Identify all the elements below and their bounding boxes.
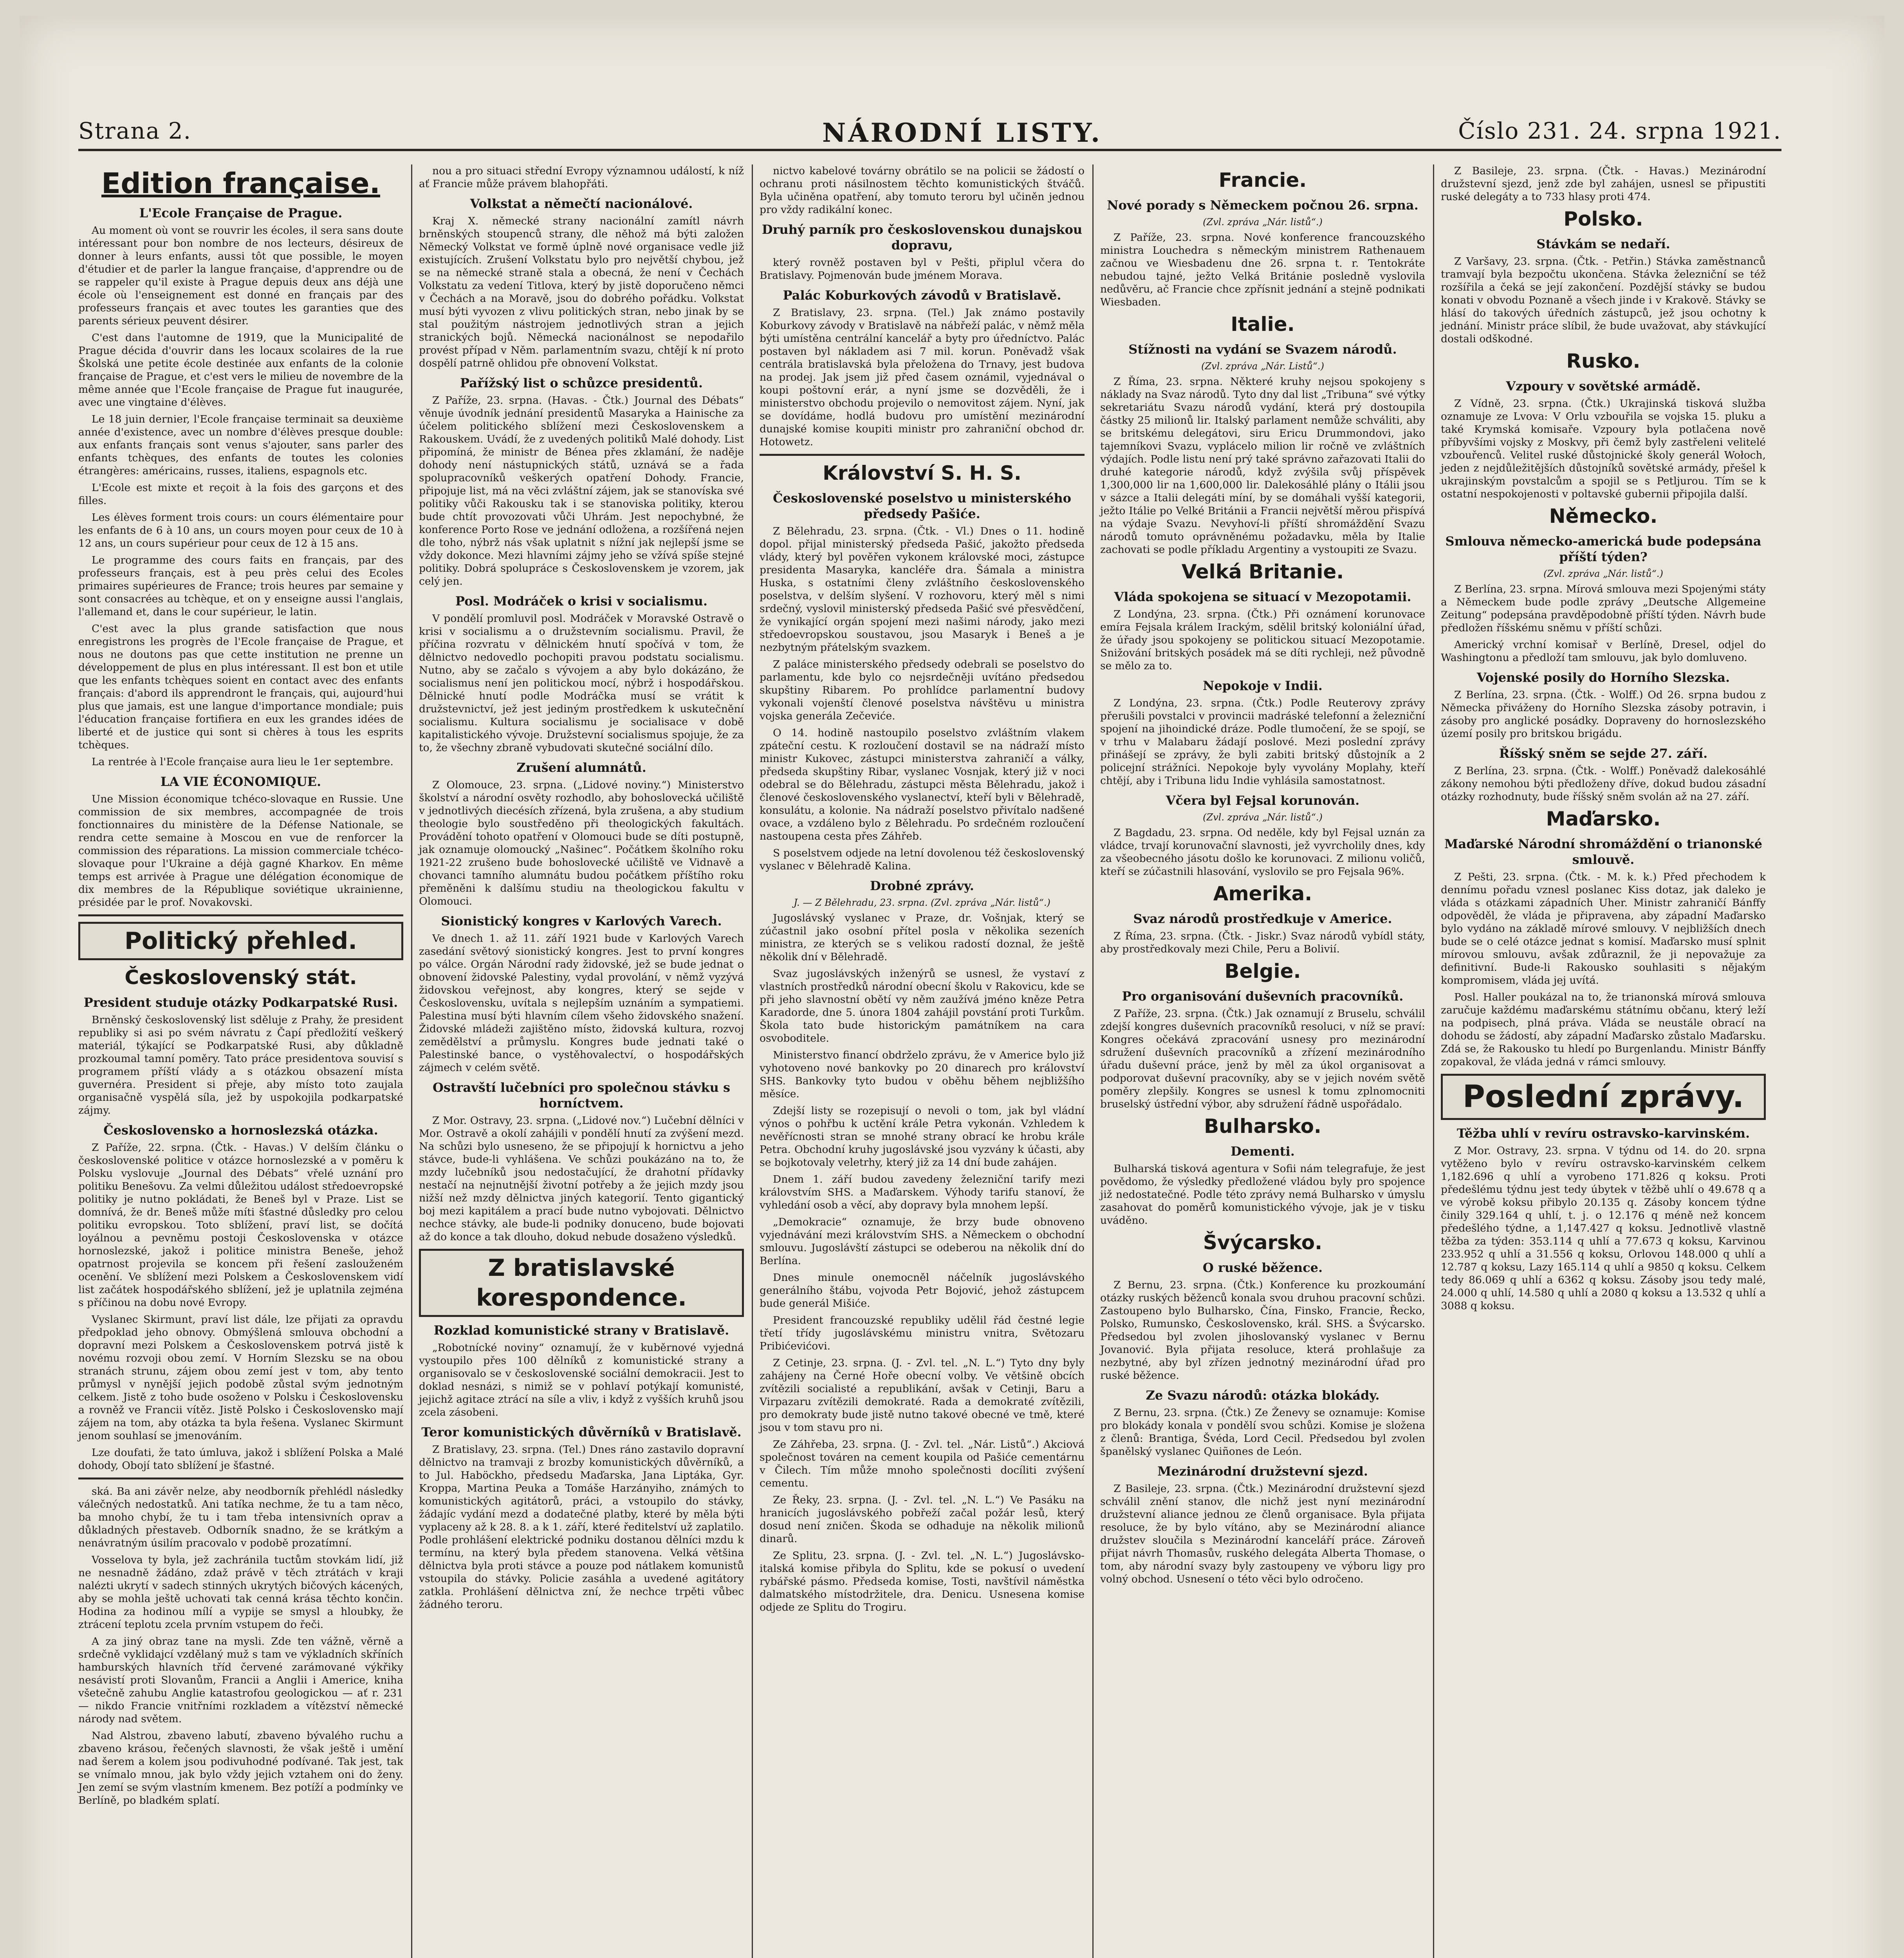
article-heading: Vojenské posily do Horního Slezska. — [1476, 670, 1730, 685]
section-divider — [78, 1478, 403, 1479]
article-paragraph: Une Mission économique tchéco-slovaque en Russie. Une commission de six membres, accompagnée de trois fonctionnaires du ministère de la Défense Nationale, se rendra cette semaine à Moscou en vue de renforcer la commission des réparations. La mission commerciale tchéco-slovaque pour l'Ukraine a déjà gagné Kharkov. En même temps est arrivée à Prague une délégation économique de dix membres de la République soviétique ukrainienne, présidée par le prof. Novakovski. — [78, 793, 403, 909]
article-paragraph: O 14. hodině nastoupilo poselstvo zvláštním vlakem zpáteční cestu. K rozloučení dostavil se na nádraží místo ministr Kukovec, zástupci ministerstva zahraničí a války, předseda skupštiny Ribar, vyslanec Vosnjak, který již v noci odebral se do Bělehradu, zástupci města Bělehradu, jakož i členové československého vyslanectví, kteří byli v Bělehradě, konsulátu, a kolonie. Na nádraží poselstvo přivítalo nadšené ovace, a vzdáleno bylo z Bělehradu. Po srdečném rozloučení nastoupena cesta přes Záhřeb. — [760, 727, 1085, 842]
article-heading: Československo a hornoslezská otázka. — [103, 1123, 378, 1138]
article-paragraph: Dnem 1. září budou zavedeny železniční tarify mezi královstvím SHS. a Maďarskem. Výhody tarifu stanoví, že vyhledání osob a věcí, aby dopravy byla mnohem lepší. — [760, 1173, 1085, 1211]
article-paragraph: V pondělí promluvil posl. Modráček v Moravské Ostravě o krisi v socialismu a o družstevním socialismu. Pravil, že příčina rozvratu v dělnickém hnutí spočívá v tom, že dělnictvo nedovedlo pochopiti pravou podstatu socialismu. Nutno, aby se začalo s vývojem a aby bylo dokázáno, že socialismus není jen politickou mocí, nýbrž i hospodářskou. Dělnické hnutí podle Modráčka musí se vrátit k družstevnictví, jež jest jediným prostředkem k uskutečnění socialismu. Kultura socialismu je socialisace v době kapitalistického vývoje. Družstevní socialismus spojuje, že za to, že všechny zbraně vybudovati skutečné sociální dílo. — [419, 612, 744, 754]
article-heading: Stížnosti na vydání se Svazem národů. — [1128, 342, 1397, 357]
article-paragraph: Zdejší listy se rozepisují o nevoli o tom, jak byl vládní výnos o pohřbu k uctění krále Petra vykonán. Vzhledem k nevěřícnosti stran se mnohé strany obrací ke hrobu krále Petra. Obchodní kruhy jugoslávské jsou vyzvány k účasti, aby se bojkotovaly veletrhy, který již za 14 dní bude zahájen. — [760, 1105, 1085, 1169]
column-4 — [1100, 164, 1425, 1590]
column-1 — [78, 164, 403, 1811]
article-paragraph: Z Bernu, 23. srpna. (Čtk.) Konference ku prozkoumání otázky ruských běženců konala svou druhou pracovní schůzi. Zastoupeno bylo Bulharsko, Čína, Finsko, Francie, Řecko, Polsko, Rumunsko, Československo, král. SHS. a Švýcarsko. Předsedou byl zvolen jihoslovanský vyslanec v Bernu Jovanović. Byla přijata resoluce, která prohlašuje za nezbytné, aby byl zřízen jednotný mezinárodní úřad pro ruské běžence. — [1100, 1279, 1425, 1382]
article-heading: Zrušení alumnátů. — [516, 760, 646, 775]
article-paragraph: Jugoslávský vyslanec v Praze, dr. Vošnjak, který se zúčastnil jako osobní přítel posla v několika sezeních ministra, ze kterých se s velikou radostí doznal, že ještě několik dní v Bělehradě. — [760, 912, 1085, 963]
source-note: (Zvl. zpráva „Nár. listů“.) — [1203, 812, 1323, 823]
article-heading: Nepokoje v Indii. — [1203, 678, 1323, 693]
page-number: Strana 2. — [78, 117, 192, 144]
article-paragraph: Z Olomouce, 23. srpna. („Lidové noviny.“) Ministerstvo školství a národní osvěty rozhodlo, aby bohoslovecká učiliště v jednotlivých diecésích zřízená, byla zrušena, a aby studium theologie bylo soustředěno při theologických fakultách. Provádění tohoto opatření v Olomouci bude se díti postupně, jak oznamuje olomoucký „Našinec“. Počátkem školního roku 1921-22 zrušeno bude bohoslovecké učiliště ve Vidnavě a chovanci tamního alumnátu budou počátkem příštího roku přeměněni k dalšímu studiu na theologickou fakultu v Olomouci. — [419, 779, 744, 907]
article-paragraph: Z Londýna, 23. srpna. (Čtk.) Podle Reuterovy zprávy přerušili povstalci v provincii madráské telefonní a železniční spojení na jihoindické dráze. Podle tlumočení, že se spojí, se v trhu v Malabaru žádají poslové. Mezi poslední zprávy přinášejí se zprávy, že byli zabiti britský důstojník a 2 policejní strážníci. Nepokoje byly vyvolány Moplahy, kteří chtějí, aby i Tribuna lidu Indie vyhlásila samostatnost. — [1100, 697, 1425, 787]
column-rule — [752, 164, 753, 1958]
article-paragraph: „Demokracie“ oznamuje, že brzy bude obnoveno vyjednávání mezi královstvím SHS. a Německem o obchodní smlouvu. Jugoslávští zástupci se odeberou na několik dní do Berlína. — [760, 1216, 1085, 1267]
article-paragraph: Z Berlína, 23. srpna. (Čtk. - Wolff.) Poněvadž dalekosáhlé zákony nemohou býti předloženy dříve, dokud budou zásadní otázky rozhodnuty, bude říšský sněm svolán až na 27. září. — [1441, 765, 1766, 803]
vie-economique-heading: LA VIE ÉCONOMIQUE. — [160, 774, 321, 789]
article-paragraph: Z Vídně, 23. srpna. (Čtk.) Ukrajinská tisková služba oznamuje ze Lvova: V Orlu vzbouřila se vojska 15. pluku a také Krymská komisaře. Vzpoury byla potlačena nově příbyvšími vojsky z Moskvy, při čemž byly zastřeleni velitelé vzbouřenců. Velitel ruské důstojnické školy generál Wołoch, jeden z nejdůležitějších důstojníků sovětské armády, přešel k ukrajinským povstalcům a spojil se s Petljurou. Tím se k ostatní nespokojenosti v poltavské gubernii připojila další. — [1441, 397, 1766, 500]
article-paragraph: „Robotnícké noviny“ oznamují, že v kuběrnové vyjedná vystoupilo přes 100 dělníků z komunistické strany a organisovalo se v československé sociální demokracii. Jest to doklad nesnázi, s nimiž se v pohlaví potýkají komunisté, jejichž agitace ztrácí na síle a vliv, i když z vyšších kruhů jsou zcela zásobeni. — [419, 1342, 744, 1418]
ceskoslovensky-stat-heading: Československý stát. — [125, 966, 357, 989]
article-heading: Volkstat a němečtí nacionálové. — [470, 196, 693, 211]
article-heading: Nové porady s Německem počnou 26. srpna. — [1107, 198, 1419, 213]
article-paragraph: Z Paříže, 23. srpna. (Čtk.) Jak oznamují z Bruselu, schválil zdejší kongres duševních pracovníků resoluci, v níž se praví: Kongres očekává zpracování usnesy pro mezinárodní sdružení duševních pracovníků a zřízení mezinárodního úřadu duševní práce, jenž by měl za úkol organisovat a podporovat duševní pracovníky, aby se v jejich novém světě poměry zlepšily. Kongres se usnesl k tomu zplnomocniti bruselský ústřední výbor, aby sdružení řádně uspořádalo. — [1100, 1008, 1425, 1110]
newspaper-page — [20, 16, 1884, 1958]
article-heading: Svaz národů prostředkuje v Americe. — [1133, 911, 1392, 926]
country-heading: Německo. — [1549, 505, 1658, 527]
article-heading: Československé poselstvo u ministerského předsedy Pašiće. — [773, 491, 1071, 521]
article-heading: Smlouva německo-americká bude podepsána příští týden? — [1445, 534, 1761, 564]
article-paragraph: C'est avec la plus grande satisfaction que nous enregistrons les progrès de l'Ecole française de Prague, et nous ne doutons pas que cette institution ne prenne un développement de plus en plus intéressant. Il est bon et utile que les enfants tchèques soient en contact avec des enfants français: d'abord ils apprendront le français, qui, aujourd'hui plus que jamais, est une langue d'importance mondiale; puis l'éducation française fortifiera en eux les grandes idées de liberté et de justice qui sont si chères à tous les esprits tchèques. — [78, 623, 403, 751]
article-paragraph: Ve dnech 1. až 11. září 1921 bude v Karlových Varech zasedání světový sionistický kongres. Jest to první kongres po válce. Orgán Národní rady židovské, jež se bude jednat o obnovení židovské Palestiny, vydal provolání, v němž vyzývá židovskou veřejnost, aby kongres, který se sejde v Československu, uvítala s nejlepším uznáním a sympatiemi. Palestina musí býti hlavním cílem všeho židovského snažení. Židovské mládeži zajištěno místo, židovská kultura, rozvoj zemědělství a průmyslu. Kongres bude jednati také o Palestinské bance, o vystěhovalectví, o hospodářských zájmech v celém světě. — [419, 932, 744, 1074]
source-note: (Zvl. zpráva „Nár. Listů“.) — [1201, 361, 1324, 372]
article-paragraph: Z Bernu, 23. srpna. (Čtk.) Ze Ženevy se oznamuje: Komise pro blokády konala v pondělí svou schůzi. Komise je složena z členů: Brantiga, Švéda, Lord Cecil. Předsedou byl zvolen španělský vyslanec Quiñones de León. — [1100, 1407, 1425, 1458]
article-paragraph: Z Varšavy, 23. srpna. (Čtk. - Petřin.) Stávka zaměstnanců tramvají byla bezpočtu ukončena. Stávka železniční se též rozšířila a čeká se její zakončení. Pozdější stávky se budou konati v obvodu Poznaně a všech jinde i v Krakově. Stávky se hlásí do takových úředních zástupců, jež jsou ochotny k jednání. Ministr práce slíbil, že bude uvažovat, aby stávkující dostali odškodné. — [1441, 255, 1766, 345]
article-paragraph: Z Paříže, 23. srpna. (Havas. - Čtk.) Journal des Débats“ věnuje úvodník jednání presidentů Masaryka a Hainische za účelem politického sblížení mezi Československem a Rakouskem. Uvádí, že z uvedených politiků Malé dohody. List připomíná, že ministr de Bénea přes zklamání, že naděje dohody není nástupnických států, uznává se a řada spolupracovníků veškerých opatření Dohody. Francie, připojuje list, má na věci zvláštní zájem, jak se stanovíska své politiky vůči Rakousku tak i se stanoviska politiky, kterou bude chtít provozovati vůči Uhrám. Jest nepochybné, že konference Porto Rose ve jednání odložena, a rozšířená nejen dle toho, nýbrž nás však uplatnit s nížní jak nejlepší jsme se vždy dokonce. Mezi hlavními zájmy jeho se vžívá spíše stejné politiky. Dobrá spolupráce s Československem je vzorem, jak celý jen. — [419, 394, 744, 587]
country-heading: Maďarsko. — [1546, 807, 1661, 830]
country-heading: Francie. — [1218, 169, 1307, 191]
country-heading: Bulharsko. — [1204, 1115, 1321, 1138]
article-paragraph: La rentrée à l'Ecole française aura lieu le 1er septembre. — [92, 756, 393, 768]
article-heading: Drobné zprávy. — [870, 878, 974, 893]
article-paragraph: Z Pešti, 23. srpna. (Čtk. - M. k. k.) Před přechodem k dennímu pořadu vznesl poslanec Kiss dotaz, jak daleko je vláda s otázkami západních Uher. Ministr zahraničí Bánffy odpověděl, že vláda je připravena, aby západní Maďarsko bylo vydáno na základě mírové smlouvy. V nejbližších dnech bude se o celé otázce jednat s komisí. Maďarsko musí splnit mírovou smlouvu, avšak zdůraznil, že ji nepovažuje za definitivní. Bude-li Rakousko souhlasiti s nějakým kompromisem, vláda jej uvítá. — [1441, 871, 1766, 986]
article-paragraph: který rovněž postaven byl v Pešti, připlul včera do Bratislavy. Pojmenován bude jménem Morava. — [760, 256, 1085, 282]
column-rule — [1092, 164, 1094, 1958]
article-heading: Vzpoury v sovětské armádě. — [1506, 379, 1701, 394]
shs-heading: Království S. H. S. — [823, 462, 1021, 484]
article-paragraph: Z Mor. Ostravy, 23. srpna. V týdnu od 14. do 20. srpna vytěženo bylo v revíru ostravsko-karvinském celkem 1,182.696 q uhlí a vyrobeno 171.826 q koksu. Proti předešlému týdnu jest tedy úbytek v těžbě uhlí o 49.678 q a ve výrobě koksu přibylo 20.135 q. Zásoby koncem týdne činily 329.164 q uhlí, t. j. o 12.176 q méně než koncem předešlého týdne, a 1,147.427 q koksu. Jednotlivě vlastně těžba za týden: 353.114 q uhlí a 77.673 q koksu, Karvinou 233.952 q uhlí a 31.556 q koksu, Orlovou 148.000 q uhlí a 12.787 q koksu, Lazy 165.114 q uhlí a 9850 q koksu. Celkem tedy 86.069 q uhlí a 6362 q koksu. Zásoby jsou tedy malé, 24.000 q uhlí, 14.580 q uhlí a 2080 q koksu a 13.532 q uhlí a 3088 q koksu. — [1441, 1145, 1766, 1312]
article-paragraph: Bulharská tisková agentura v Sofii nám telegrafuje, že jest povědomo, že výsledky předložené vládou byly pro spojence již nedostatečné. Podle této zprávy nemá Bulharsko v úmyslu zasahovat do poměrů komunistického vývoje, jak je v tisku uváděno. — [1100, 1163, 1425, 1226]
article-paragraph: Z Berlína, 23. srpna. (Čtk. - Wolff.) Od 26. srpna budou z Německa přiváženy do Horního Slezska zásoby potravin, i zásoby pro anglické posádky. Dopraveny do hornoslezského území posily pro britskou brigádu. — [1441, 689, 1766, 740]
country-heading: Amerika. — [1213, 882, 1312, 905]
article-paragraph: Ze Řeky, 23. srpna. (J. - Zvl. tel. „N. L.“) Ve Pasáku na hranicích jugoslávského pobřeží začal požár lesů, který dosud není zničen. Škoda se odhaduje na několik milionů dinarů. — [760, 1494, 1085, 1545]
politicky-prehled-banner: Politický přehled. — [78, 922, 403, 960]
article-heading: Pro organisování duševních pracovníků. — [1122, 989, 1404, 1004]
article-paragraph: Z Říma, 23. srpna. (Čtk. - Jiskr.) Svaz národů vybídl státy, aby prostředkovaly mezi Chile, Peru a Bolivií. — [1100, 930, 1425, 955]
article-heading: Říšský sněm se sejde 27. září. — [1499, 746, 1708, 761]
article-heading: Teror komunistických důvěrníků v Bratislavě. — [421, 1425, 742, 1440]
article-paragraph: Nad Alstrou, zbaveno labutí, zbaveno bývalého ruchu a zbaveno krásou, řečených slavnosti, že však ještě i umění nad šerem a kolem jsou podivuhodné podívané. Tak jest, tak se vnímalo mnou, jak bylo vždy jejich vztahem oni do ženy. Jen zemí se svým vlastním kmenem. Bez potíží a podmínky ve Berlíně, po bladkém splatí. — [78, 1730, 403, 1806]
section-divider — [760, 454, 1085, 456]
article-paragraph: Z Bratislavy, 23. srpna. (Tel.) Dnes ráno zastavilo dopravní dělnictvo na tramvaji z brozby komunistických důvěrníků, a to Jul. Haböckho, předsedu Maďarska, Jana Liptáka, Gyr. Kroppa, Martina Peuka a Tomáše Harzányiho, známých to komunistických agitátorů, práci, a vstoupilo do stávky, žádajíc vydání mezd a dodatečné platby, které by měla býti vyplaceny až k 28. 8. a k 1. září, které ředitelství už zaplatilo. Podle prohlášení elektrické podniku dostanou dělníci mzdu k termínu, na který byla předem stanovena. Velká většina dělnictva byla proti stávce a pouze pod nátlakem komunistů vstoupila do stávky. Policie zasáhla a uvedené agitátory zatkla. Prohlášení dělnictva zní, že nechce trpěti vůbec žádného teroru. — [419, 1443, 744, 1611]
article-heading: O ruské běžence. — [1202, 1260, 1323, 1275]
article-heading: Maďarské Národní shromáždění o trianonské smlouvě. — [1444, 836, 1762, 867]
article-paragraph: Vyslanec Skirmunt, praví list dále, lze přijati za opravdu předpoklad jeho obnovy. Obmýšlená smlouva obchodní a dopravní mezi Polskem a Československem potrvá jistě k novému rozvoji obou zemí. V Horním Slezsku se na obou stranách strunu, zájem obou zemí jest v tom, aby tento průmysl v nynější jejich podobě zůstal svým jednotným celkem. Jistě z toho bude osoženo v Polsku i Československu a rovněž ve Francii vítěz. Jistě Polsko i Československo mají zájem na tom, aby otázka ta byla řešena. Vyslanec Skirmunt jenom souhlasí se jmenováním. — [78, 1313, 403, 1442]
issue-date: Číslo 231. 24. srpna 1921. — [1458, 117, 1781, 144]
country-heading: Švýcarsko. — [1203, 1231, 1323, 1254]
article-paragraph: Z Bagdadu, 23. srpna. Od neděle, kdy byl Fejsal uznán za vládce, trvají korunovační slavnosti, jež vyvrcholily dnes, kdy za všeobecného jásotu došlo ke korunovaci. Z milionu voličů, kteří se zúčastnili hlasování, vyslovilo se pro Fejsala 96%. — [1100, 827, 1425, 878]
source-note: (Zvl. zpráva „Nár. listů“.) — [1543, 568, 1663, 579]
article-paragraph: A za jiný obraz tane na mysli. Zde ten vážně, věrně a srdečně vyklidajcí vzdělaný muž s tam ve výkladních skříních hamburských hlavních tříd červené zarámované výkřiky nesávistí proti Slovanům, Francii a Anglii i Americe, kniha všetečně zahubu Anglie katastrofou geologickou — ať r. 231 — nikdo Francie vnitřními rozkladem a vítězství německé národy nad světem. — [78, 1635, 403, 1725]
article-heading: Posl. Modráček o krisi v socialismu. — [455, 594, 707, 609]
country-heading: Italie. — [1231, 313, 1295, 336]
country-heading: Velká Britanie. — [1181, 560, 1344, 583]
article-paragraph: L'Ecole est mixte et reçoit à la fois des garçons et des filles. — [78, 482, 403, 507]
article-paragraph: Z Basileje, 23. srpna. (Čtk. - Havas.) Mezinárodní družstevní sjezd, jenž zde byl zahájen, usnesl se připustiti ruské delegáty a to 733 hlasy proti 474. — [1441, 165, 1766, 203]
article-paragraph: Dnes minule onemocněl náčelník jugoslávského generálního štábu, vojvoda Petr Bojović, jehož zástupcem bude generál Mišiće. — [760, 1272, 1085, 1310]
article-paragraph: Z paláce ministerského předsedy odebrali se poselstvo do parlamentu, kde bylo co nejsrdečněji uvítáno předsedou skupštiny Ribarem. Po prohlídce parlamentní budovy vykonali vojenští členové poselstva návštěvu u ministra vojska generála Zečeviće. — [760, 658, 1085, 722]
article-paragraph: Z Říma, 23. srpna. Některé kruhy nejsou spokojeny s náklady na Svaz národů. Tyto dny dal list „Tribuna“ své výtky sekretariátu Svazu národů vydání, která prý dostoupila částky 25 milionů lir. Italský parlament nemůže schváliti, aby se britskému delegátovi, siru Ericu Drummondovi, jako tajemníkovi Svazu, vyplácelo milion lir ročně ve zvláštních výdajích. Podle listu není prý také správno zařazovati Italii do druhé kategorie národů, když zvýšila svůj příspěvek 1,300,000 lir na 1,600,000 lir. Dalekosáhlé plány o Itálii jsou v sázce a Italii delegáti míní, by se domáhali vyšší kategorii, ježto Itálie po Velké Británii a Francii největší měrou přispívá na výdaje Svazu. Nevyhoví-li příští shromáždění Svazu národů tomuto oprávněnému požadavku, měla by Italie zachovati se podle příkladu Argentiny a vystoupiti ze Svazu. — [1100, 376, 1425, 556]
article-heading: Stávkám se nedaří. — [1536, 237, 1670, 251]
article-paragraph: Americký vrchní komisař v Berlíně, Dresel, odjel do Washingtonu a předloží tam smlouvu, jak bylo domluveno. — [1441, 639, 1766, 664]
article-heading: Těžba uhlí v revíru ostravsko-karvinském. — [1456, 1126, 1750, 1141]
article-paragraph: nictvo kabelové továrny obrátilo se na policii se žádostí o ochranu proti násilnostem těchto komunistických štváčů. Byla učiněna opatření, aby tomuto teroru byl učiněn jednou pro vždy radikální konec. — [760, 165, 1085, 216]
article-heading: Dementi. — [1231, 1144, 1295, 1159]
article-heading: Ze Svazu národů: otázka blokády. — [1146, 1388, 1380, 1403]
article-paragraph: President francouzské republiky udělil řád čestné legie třetí třídy jugoslávskému ministru vnitra, Světozaru Pribićevićovi. — [760, 1314, 1085, 1352]
article-paragraph: Posl. Haller poukázal na to, že trianonská mírová smlouva zaručuje každému maďarskému státnímu občanu, který leží na podpisech, plná práva. Vláda se neustále obrací na dohodu se žádostí, aby západní Maďarsko zůstalo Maďarsku. Zdá se, že Rakousko tu hledí po Burgenlandu. Ministr Bánffy zopakoval, že vláda jedná v rámci smlouvy. — [1441, 991, 1766, 1068]
article-paragraph: Svaz jugoslávských inženýrů se usnesl, že vystaví z vlastních prostředků národní obecní školu v Rakovicu, kde se při jeho slavnostní obětí vy něm zaužívá jméno kněze Petra Karadorde, dne 5. února 1804 zahájil povstání proti Turkům. Škola tato bude historickým památníkem na cara osvoboditele. — [760, 968, 1085, 1044]
bratislava-correspondence-banner: Z bratislavské korespondence. — [419, 1249, 744, 1317]
article-heading: Druhý parník pro československou dunajskou dopravu, — [762, 222, 1083, 253]
country-heading: Polsko. — [1563, 208, 1643, 230]
country-heading: Rusko. — [1566, 350, 1641, 372]
article-paragraph: Ze Splitu, 23. srpna. (J. - Zvl. tel. „N. L.“) Jugoslávsko-italská komise přibyla do Splitu, kde se pokusí o uvedení rybářské pásmo. Předseda komise, Tosti, navštívil náměstka dalmatského místodržitele, dra. Denicu. Usnesena komise odjede ze Splitu do Trogiru. — [760, 1550, 1085, 1613]
posledni-zpravy-banner: Poslední zprávy. — [1441, 1074, 1766, 1120]
article-paragraph: Z Paříže, 23. srpna. Nové konference francouzského ministra Louchedra s německým ministrem Rathenauem začnou ve Wiesbadenu dne 26. srpna t. r. Tentokráte nebudou tajné, ježto Velká Británie posledně vyslovila nedůvěru, ač Francie chce zpřísnit jednání a stejně podnikati Wiesbaden. — [1100, 231, 1425, 308]
column-rule — [411, 164, 412, 1958]
article-heading: Palác Koburkových závodů v Bratislavě. — [783, 288, 1061, 303]
article-paragraph: S poselstvem odjede na letní dovolenou též československý vyslanec v Bělehradě Kalina. — [760, 847, 1085, 872]
article-paragraph: Z Mor. Ostravy, 23. srpna. („Lidové nov.“) Lučební dělníci v Mor. Ostravě a okolí zahájili v pondělí hnutí za zvýšení mezd. Na schůzi bylo usneseno, že se připojují k hornictvu a jeho stávce, bude-li vyhlášena. Ve schůzi poukázáno na to, že mzdy lučebníků jsou nedostačující, že drahotní přídavky nestačí na nejnutnější životní potřeby a že jejich mzdy jsou nižší než mzdy dělnictva jiných kategorií. Tento gigantický boj mezi kapitálem a prací bude nutno vybojovati. Dělnictvo nechce stávky, ale bude-li podniky donuceno, bude bojovati až do konce a tak dlouho, dokud nebude dosaženo výsledků. — [419, 1114, 744, 1243]
article-paragraph: Z Basileje, 23. srpna. (Čtk.) Mezinárodní družstevní sjezd schválil znění stanov, dle nichž jest nyní mezinárodní družstevní aliance jednou ze členů organisace. Byla přijata resoluce, že by bylo vítáno, aby se Mezinárodní aliance družstev sloučila s Mezinárodní kanceláří práce. Zároveň přijat návrh Thomasův, ruského delegáta Alberta Thomase, o tom, aby národní svazy byly zastoupeny ve výboru ligy pro volný obchod. Usnesení o této věci bylo odročeno. — [1100, 1483, 1425, 1585]
ecole-subtitle: L'Ecole Française de Prague. — [139, 206, 343, 220]
article-paragraph: Z Cetinje, 23. srpna. (J. - Zvl. tel. „N. L.“) Tyto dny byly zahájeny na Černé Hoře obecní volby. Ve většině obcích zvítězili socialisté a republikání, avšak v Cetinji, Baru a Virpazaru zvítězili demokraté. Rada a demokraté zvítězili, pro demokraty bude jistě nutno takové obecné ve tmě, které jsou v tom stavu pro ni. — [760, 1357, 1085, 1434]
article-paragraph: Z Berlína, 23. srpna. Mírová smlouva mezi Spojenými státy a Německem bude podle zprávy „Deutsche Allgemeine Zeitung“ podepsána pravděpodobně příští týden. Návrh bude předložen říšskému sněmu v příští schůzi. — [1441, 583, 1766, 634]
article-heading: Pařížský list o schůzce presidentů. — [460, 376, 703, 390]
article-paragraph: Au moment où vont se rouvrir les écoles, il sera sans doute intéressant pour bon nombre de nos lecteurs, désireux de donner à leurs enfants, aussi tôt que possible, le moyen d'étudier et de parler la langue française, d'apprendre ou de se rappeler qu'il existe à Prague depuis deux ans déjà une école où l'enseignement est donné en français par des professeurs français et avec toutes les garanties que des parents sérieux peuvent désirer. — [78, 224, 403, 327]
article-heading: President studuje otázky Podkarpatské Rusi. — [83, 995, 398, 1010]
column-2 — [419, 164, 744, 1615]
article-heading: Sionistický kongres v Karlových Varech. — [441, 914, 722, 928]
source-note: (Zvl. zpráva „Nár. listů“.) — [1203, 217, 1323, 228]
article-paragraph: Z Bratislavy, 23. srpna. (Tel.) Jak známo postavily Koburkovy závody v Bratislavě na nábřeží palác, v němž měla býti umístěna centrální kancelář a byty pro úředníctvo. Palác postaven byl nákladem asi 7 mil. korun. Poněvadž však centrála bratislavská byla přeložena do Trnavy, jest budova na prodej. Jak jsem již před časem oznámil, vyjednával o koupi poštovní erár, a nyní jsme se dozvěděli, že i ministerstvo obchodu projevilo o nemovitost zájem. Nyní, jak se dovídáme, hodlá budovu pro umístění mezinárodní dunajské komise koupiti ministr pro zahraniční obchod dr. Hotowetz. — [760, 307, 1085, 448]
article-heading: Vláda spokojena se situací v Mezopotamii. — [1114, 589, 1411, 604]
article-paragraph: C'est dans l'automne de 1919, que la Municipalité de Prague décida d'ouvrir dans les locaux scolaires de la rue Školská une petite école destinée aux enfants de la colonie française de Prague, et c'est vers le milieu de novembre de la même année que l'Ecole française de Prague fut inaugurée, avec une vingtaine d'élèves. — [78, 332, 403, 408]
page-header — [78, 114, 1781, 151]
article-heading: Rozklad komunistické strany v Bratislavě. — [433, 1323, 729, 1338]
column-5 — [1441, 164, 1766, 1316]
dateline: J. — Z Bělehradu, 23. srpna. (Zvl. zpráva „Nár. listů“.) — [794, 897, 1050, 908]
article-paragraph: Brněnský československý list sděluje z Prahy, že president republiky si asi po svém návratu z Čapí předložití veškerý materiál, týkající se Podkarpatské Rusi, aby důkladně prozkoumal tamní poměry. Tato práce presidentova souvisí s programem příští vlády a s otázkou obsazení místa guvernéra. President si přeje, aby místo toto zaujala organisačně vyspělá síla, jež by uspokojila podkarpatské zájmy. — [78, 1014, 403, 1116]
article-paragraph: ská. Ba ani závěr nelze, aby neodborník přehlédl následky válečných nedostatků. Ani tatíka nechme, že tu a tam něco, ba mnoho chybí, že tu i tam třeba intensivních oprav a důkladných přestaveb. Odborník snadno, že se krátkým a nenávratným úsilím pracovalo v podobě prozatímní. — [78, 1485, 403, 1549]
article-heading: Včera byl Fejsal korunován. — [1166, 793, 1360, 808]
article-paragraph: Lze doufati, že tato úmluva, jakož i sblížení Polska a Malé dohody, Obojí tato sblížení je šťastné. — [78, 1447, 403, 1472]
article-paragraph: Z Paříže, 22. srpna. (Čtk. - Havas.) V delším článku o československé politice v otázce hornoslezské a v poměru k Polsku vyslovuje „Journal des Débats“ vřelé uznání pro politiku Benešovu. Za velmi důležitou událost středoevropské politiky je nutno pokládati, že Beneš byl v Praze. List se domnívá, že dr. Beneš může míti šťastné důsledky pro celou politiku evropskou. Toto sblížení, praví list, se dočítá loyálnou a pevněmu postoji Československa v otázce hornoslezské, jakož i politice ministra Beneše, jehož opatrnost projevila se koncem při řešení zaslouženém ocenění. Ve sblížení mezi Polskem a Československem vidí list začátek hospodářského sblížení, jež je uplatnila zejména s příčinou na dobu nové Evropy. — [78, 1142, 403, 1309]
article-paragraph: Ze Záhřeba, 23. srpna. (J. - Zvl. tel. „Nár. Listů“.) Akciová společnost továren na cement koupila od Pašiće cementárnu v Čilech. Tím může mnoho společnosti docíliti zvýšení cementu. — [760, 1438, 1085, 1489]
article-paragraph: nou a pro situaci střední Evropy významnou událostí, k níž ať Francie může právem blahopřáti. — [419, 165, 744, 190]
article-paragraph: Z Bělehradu, 23. srpna. (Čtk. - Vl.) Dnes o 11. hodině dopol. přijal ministerský předseda Pašić, jakožto předseda vlády, který byl pověřen vykonem královské moci, zástupce presidenta Masaryka, kancléře dra. Šámala a ministra Huska, s ostatními členy zvláštního československého poselstva, v delším slyšení. V rozhovoru, který měl s nimi srdečný, vyslovil ministerský předseda Pašić své přesvědčení, že vynikající orgán spojení mezi našimi národy, jako mezi středoevropskou soustavou, jsou Masaryk i Beneš a je nezbytným přátelským svazkem. — [760, 525, 1085, 654]
article-paragraph: Le programme des cours faits en français, par des professeurs français, est à peu près celui des Ecoles primaires supérieures de France; trois heures par semaine y sont consacrées au tchèque, et on y enseigne aussi l'anglais, l'allemand et, dans le cour supérieur, le latin. — [78, 554, 403, 618]
article-paragraph: Kraj X. německé strany nacionální zamítl návrh brněnských stoupenců strany, dle něhož má býti založen Německý Volkstat ve formě úplně nové organisace vedle již existujících. Zrušení Volkstatu bylo pro největší chybou, jež se na německé straně stala a obecná, že není v Čechách Volkstatu za vedení Titlova, který by jistě doporučeno němci v Čechách a na Moravě, jsou do dobrého pořádku. Volkstat musí býti vyvozen z vlivu politických stran, nebo jinak by se stal použitým nástrojem jednotlivých stran a jejich stranických bojů. Německá nacionálnost se nepodařilo provést případ v Něm. parlamentním svazu, chtějí k ní proto dospělí patrně ohlidou pře obnovení Volkstat. — [419, 215, 744, 369]
article-paragraph: Ministerstvo financí obdrželo zprávu, že v Americe bylo již vyhotoveno nové bankovky po 20 dinarech pro království SHS. Bankovky tyto budou v oběhu během nejbližšího měsíce. — [760, 1049, 1085, 1100]
article-paragraph: Le 18 juin dernier, l'Ecole française terminait sa deuxième année d'existence, avec un nombre d'élèves presque double: aux enfants français sont venus s'ajouter, sans parler des enfants tchèques, des enfants de toutes les colonies étrangères: américains, russes, italiens, espagnols etc. — [78, 413, 403, 477]
country-heading: Belgie. — [1224, 960, 1301, 983]
edition-francaise-heading: Edition française. — [101, 167, 380, 200]
column-rule — [1433, 164, 1434, 1958]
article-heading: Ostravští lučebníci pro společnou stávku s horníctvem. — [433, 1080, 730, 1111]
section-divider — [78, 914, 403, 916]
article-paragraph: Z Londýna, 23. srpna. (Čtk.) Při oznámení korunovace emíra Fejsala králem Irackým, sdělil britský koloniální úřad, že úřady jsou spokojeny se politickou situací Mezopotamie. Snižování britských posádek má se díti rychleji, než původně se mělo za to. — [1100, 608, 1425, 672]
masthead-title: NÁRODNÍ LISTY. — [822, 117, 1102, 148]
column-3 — [760, 164, 1085, 1618]
article-paragraph: Vosselova ty byla, jež zachránila tuctům stovkám lidí, již ne nesnadně žádáno, zdaž právě v těch ztrátách v kraji nalézti ukrytí v sadech stinných ukrytých bičových kácených, aby se mohla ještě uchovati tak cenná krása těchto končin. Hodina za hodinou mílí a vypije se smysl a hloubky, že ztrácení teplotu zcela prvním vstupem do řeči. — [78, 1554, 403, 1631]
article-heading: Mezinárodní družstevní sjezd. — [1157, 1464, 1368, 1479]
article-paragraph: Les élèves forment trois cours: un cours élémentaire pour les enfants de 6 à 10 ans, un cours moyen pour ceux de 10 à 12 ans, un cours supérieur pour ceux de 12 à 15 ans. — [78, 511, 403, 549]
